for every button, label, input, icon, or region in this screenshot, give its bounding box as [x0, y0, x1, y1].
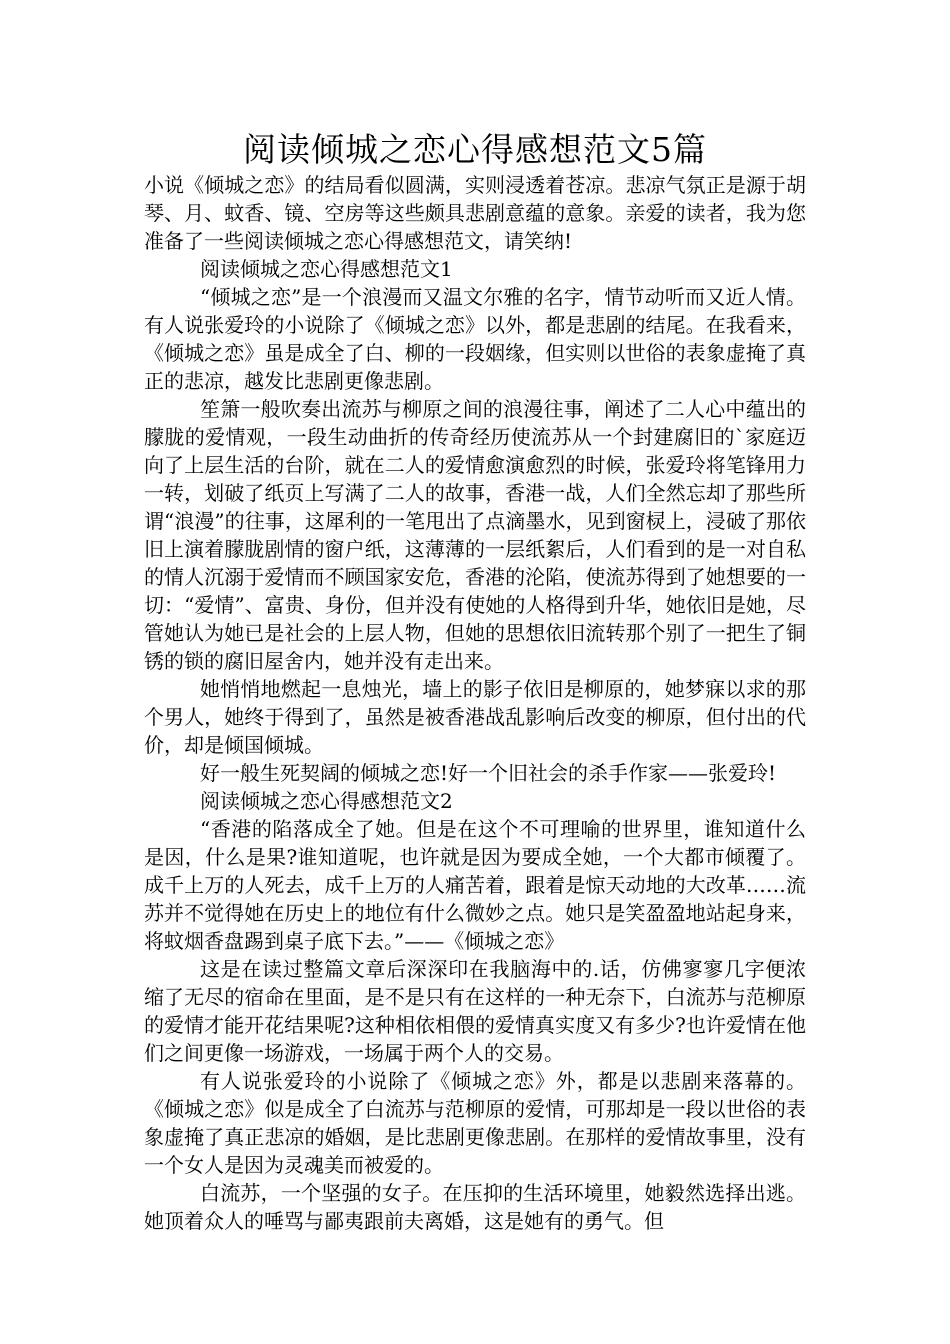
body-paragraph: 白流苏，一个坚强的女子。在压抑的生活环境里，她毅然选择出逃。她顶着众人的唾骂与鄙夷跟前夫离婚，这是她有的勇气。但 — [144, 1181, 806, 1233]
intro-paragraph: 小说《倾城之恋》的结局看似圆满，实则浸透着苍凉。悲凉气氛正是源于胡琴、月、蚊香、镜、空房等这些颇具悲剧意蕴的意象。亲爱的读者，我为您准备了一些阅读倾城之恋心得感想范文，请笑纳! — [144, 173, 806, 253]
body-paragraph: 她悄悄地燃起一息烛光，墙上的影子依旧是柳原的，她梦寐以求的那个男人，她终于得到了，虽然是被香港战乱影响后改变的柳原，但付出的代价，却是倾国倾城。 — [144, 677, 806, 757]
section-heading-2: 阅读倾城之恋心得感想范文2 — [200, 789, 453, 813]
body-paragraph: 笙箫一般吹奏出流苏与柳原之间的浪漫往事，阐述了二人心中蕴出的朦胧的爱情观，一段生动曲折的传奇经历使流苏从一个封建腐旧的`家庭迈向了上层生活的台阶，就在二人的爱情愈演愈烈的时候，张爱玲将笔锋用力一转，划破了纸页上写满了二人的故事，香港一战，人们全然忘却了那些所谓“浪漫”的往事，这犀利的一笔甩出了点滴墨水，见到窗棂上，浸破了那依旧上演着朦胧剧情的窗户纸，这薄薄的一层纸絮后，人们看到的是一对自私的情人沉溺于爱情而不顾国家安危，香港的沦陷，使流苏得到了她想要的一切：“爱情”、富贵、身份，但并没有使她的人格得到升华，她依旧是她，尽管她认为她已是社会的上层人物，但她的思想依旧流转那个别了一把生了铜锈的锁的腐旧屋舍内，她并没有走出来。 — [144, 397, 806, 673]
body-paragraph: 这是在读过整篇文章后深深印在我脑海中的.话，仿佛寥寥几字便浓缩了无尽的宿命在里面，是不是只有在这样的一种无奈下，白流苏与范柳原的爱情才能开花结果呢?这种相依相偎的爱情真实度又有多少?也许爱情在他们之间更像一场游戏，一场属于两个人的交易。 — [144, 957, 806, 1065]
section-heading-1: 阅读倾城之恋心得感想范文1 — [200, 257, 453, 281]
body-paragraph: 好一般生死契阔的倾城之恋!好一个旧社会的杀手作家——张爱玲! — [200, 761, 777, 785]
quote-paragraph: “香港的陷落成全了她。但是在这个不可理喻的世界里，谁知道什么是因，什么是果?谁知道呢，也许就是因为要成全她，一个大都市倾覆了。成千上万的人死去，成千上万的人痛苦着，跟着是惊天动地的大改革……流苏并不觉得她在历史上的地位有什么微妙之点。她只是笑盈盈地站起身来，将蚊烟香盘踢到桌子底下去。”——《倾城之恋》 — [144, 817, 806, 953]
document-title: 阅读倾城之恋心得感想范文5篇 — [243, 130, 707, 169]
body-paragraph: 有人说张爱玲的小说除了《倾城之恋》外，都是以悲剧来落幕的。《倾城之恋》似是成全了白流苏与范柳原的爱情，可那却是一段以世俗的表象虚掩了真正悲凉的婚姻，是比悲剧更像悲剧。在那样的爱情故事里，没有一个女人是因为灵魂美而被爱的。 — [144, 1069, 806, 1177]
body-paragraph: “倾城之恋”是一个浪漫而又温文尔雅的名字，情节动听而又近人情。有人说张爱玲的小说除了《倾城之恋》以外，都是悲剧的结尾。在我看来，《倾城之恋》虽是成全了白、柳的一段姻缘，但实则以世俗的表象虚掩了真正的悲凉，越发比悲剧更像悲剧。 — [144, 285, 806, 393]
document-body — [144, 171, 806, 1235]
